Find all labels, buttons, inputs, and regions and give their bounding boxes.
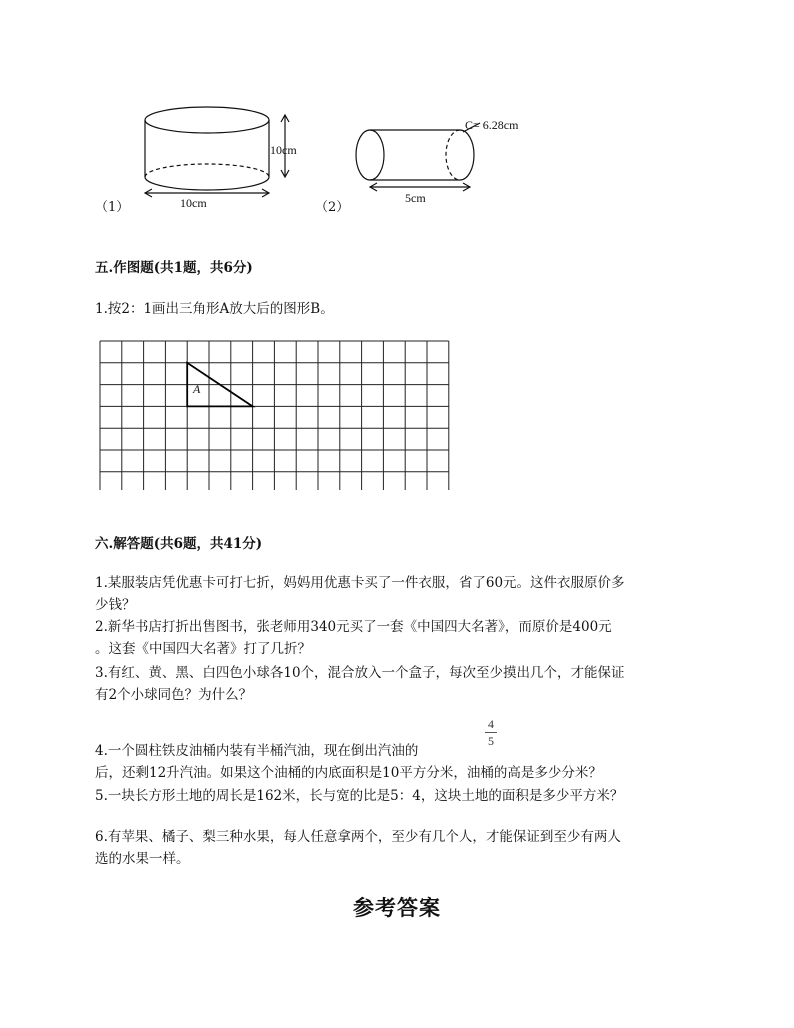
answer-key-title: 参考答案 [353,895,441,920]
question-4-line-2: 后，还剩12升汽油。如果这个油桶的内底面积是10平方分米，油桶的高是多少分米？ [95,765,602,781]
section-5-heading: 五.作图题(共1题，共6分) [95,260,253,276]
question-3-line-1: 3.有红、黄、黑、白四色小球各10个，混合放入一个盒子，每次至少摸出几个，才能保证 [95,665,625,681]
fraction-denominator: 5 [488,734,494,748]
question-5: 5.一块长方形土地的周长是162米，长与宽的比是5：4，这块土地的面积是多少平方米？ [95,788,624,804]
question-2-line-2: 。这套《中国四大名著》打了几折？ [95,641,311,657]
question-6-line-1: 6.有苹果、橘子、梨三种水果，每人任意拿两个，至少有几个人，才能保证到至少有两人 [95,829,621,845]
question-4-line-1: 4.一个圆柱铁皮油桶内装有半桶汽油，现在倒出汽油的 [95,743,419,759]
question-1-line-2: 少钱？ [95,597,136,613]
figure-2-label: （2） [315,200,350,215]
question-6-line-2: 选的水果一样。 [95,851,190,867]
section-6-heading: 六.解答题(共6题，共41分) [95,536,263,552]
figure-2-length-label: 5cm [405,191,426,205]
question-2-line-1: 2.新华书店打折出售图书，张老师用340元买了一套《中国四大名著》，而原价是400元 [95,619,612,635]
fraction-numerator: 4 [488,717,494,731]
question-3-line-2: 有2个小球同色？为什么？ [95,687,253,703]
triangle-a-label: A [193,382,201,396]
fraction-bar [485,732,497,733]
figure-1-height-label: 10cm [270,143,297,157]
figure-1-label: （1） [95,200,130,215]
drawing-grid [99,340,453,490]
question-1-line-1: 1.某服装店凭优惠卡可打七折，妈妈用优惠卡买了一件衣服，省了60元。这件衣服原价多 [95,575,625,591]
figure-1-diameter-label: 10cm [180,196,207,210]
section-5-question-1: 1.按2：1画出三角形A放大后的图形B。 [95,301,334,317]
question-4-fraction [483,717,499,748]
figure-2-circumference-label: C= 6.28cm [465,118,519,132]
